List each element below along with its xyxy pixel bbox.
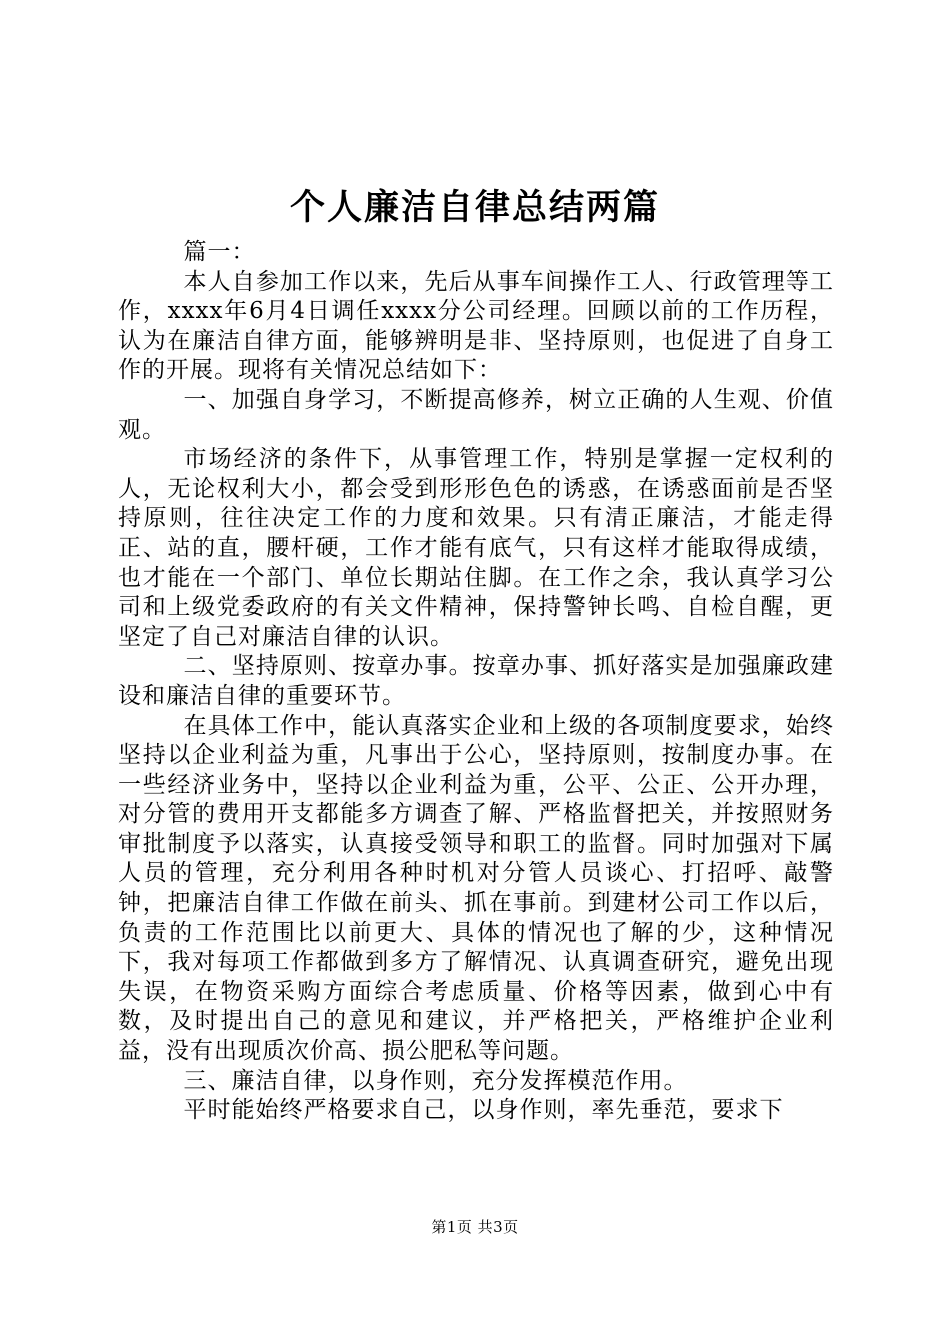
paragraph-point-two: 在具体工作中，能认真落实企业和上级的各项制度要求，始终坚持以企业利益为重，凡事出于公心，坚持原则，按制度办事。在一些经济业务中，坚持以企业利益为重，公平、公正、公开办理，对分管的费用开支都能多方调查了解、严格监督把关，并按照财务审批制度予以落实，认真接受领导和职工的监督。同时加强对下属人员的管理，充分利用各种时机对分管人员谈心、打招呼、敲警钟，把廉洁自律工作做在前头、抓在事前。到建材公司工作以后，负责的工作范围比以前更大、具体的情况也了解的少，这种情况下，我对每项工作都做到多方了解情况、认真调查研究，避免出现失误，在物资采购方面综合考虑质量、价格等因素，做到心中有数，及时提出自己的意见和建议，并严格把关，严格维护企业利益，没有出现质次价高、损公肥私等问题。 — [118, 712, 834, 1065]
heading-point-one: 一、加强自身学习，不断提高修养，树立正确的人生观、价值观。 — [118, 386, 834, 443]
paragraph-intro: 本人自参加工作以来，先后从事车间操作工人、行政管理等工作，xxxx年6月4日调任xxxx分公司经理。回顾以前的工作历程，认为在廉洁自律方面，能够辨明是非、坚持原则，也促进了自身工作的开展。现将有关情况总结如下： — [118, 268, 834, 384]
page-indicator: 第1页 共3页 — [431, 1218, 519, 1236]
paragraph-section-label: 篇一： — [183, 239, 256, 265]
heading-point-two: 二、坚持原则、按章办事。按章办事、抓好落实是加强廉政建设和廉洁自律的重要环节。 — [118, 653, 834, 709]
paragraph-point-three: 平时能始终严格要求自己，以身作则，率先垂范，要求下 — [183, 1097, 784, 1124]
document-body — [118, 238, 834, 1126]
document-title: 个人廉洁自律总结两篇 — [289, 188, 660, 228]
heading-point-three: 三、廉洁自律，以身作则，充分发挥模范作用。 — [183, 1067, 688, 1094]
paragraph-point-one: 市场经济的条件下，从事管理工作，特别是掌握一定权利的人，无论权利大小，都会受到形形色色的诱惑，在诱惑面前是否坚持原则，往往决定工作的力度和效果。只有清正廉洁，才能走得正、站的直，腰杆硬，工作才能有底气，只有这样才能取得成绩，也才能在一个部门、单位长期站住脚。在工作之余，我认真学习公司和上级党委政府的有关文件精神，保持警钟长鸣、自检自醒，更坚定了自己对廉洁自律的认识。 — [118, 446, 834, 650]
